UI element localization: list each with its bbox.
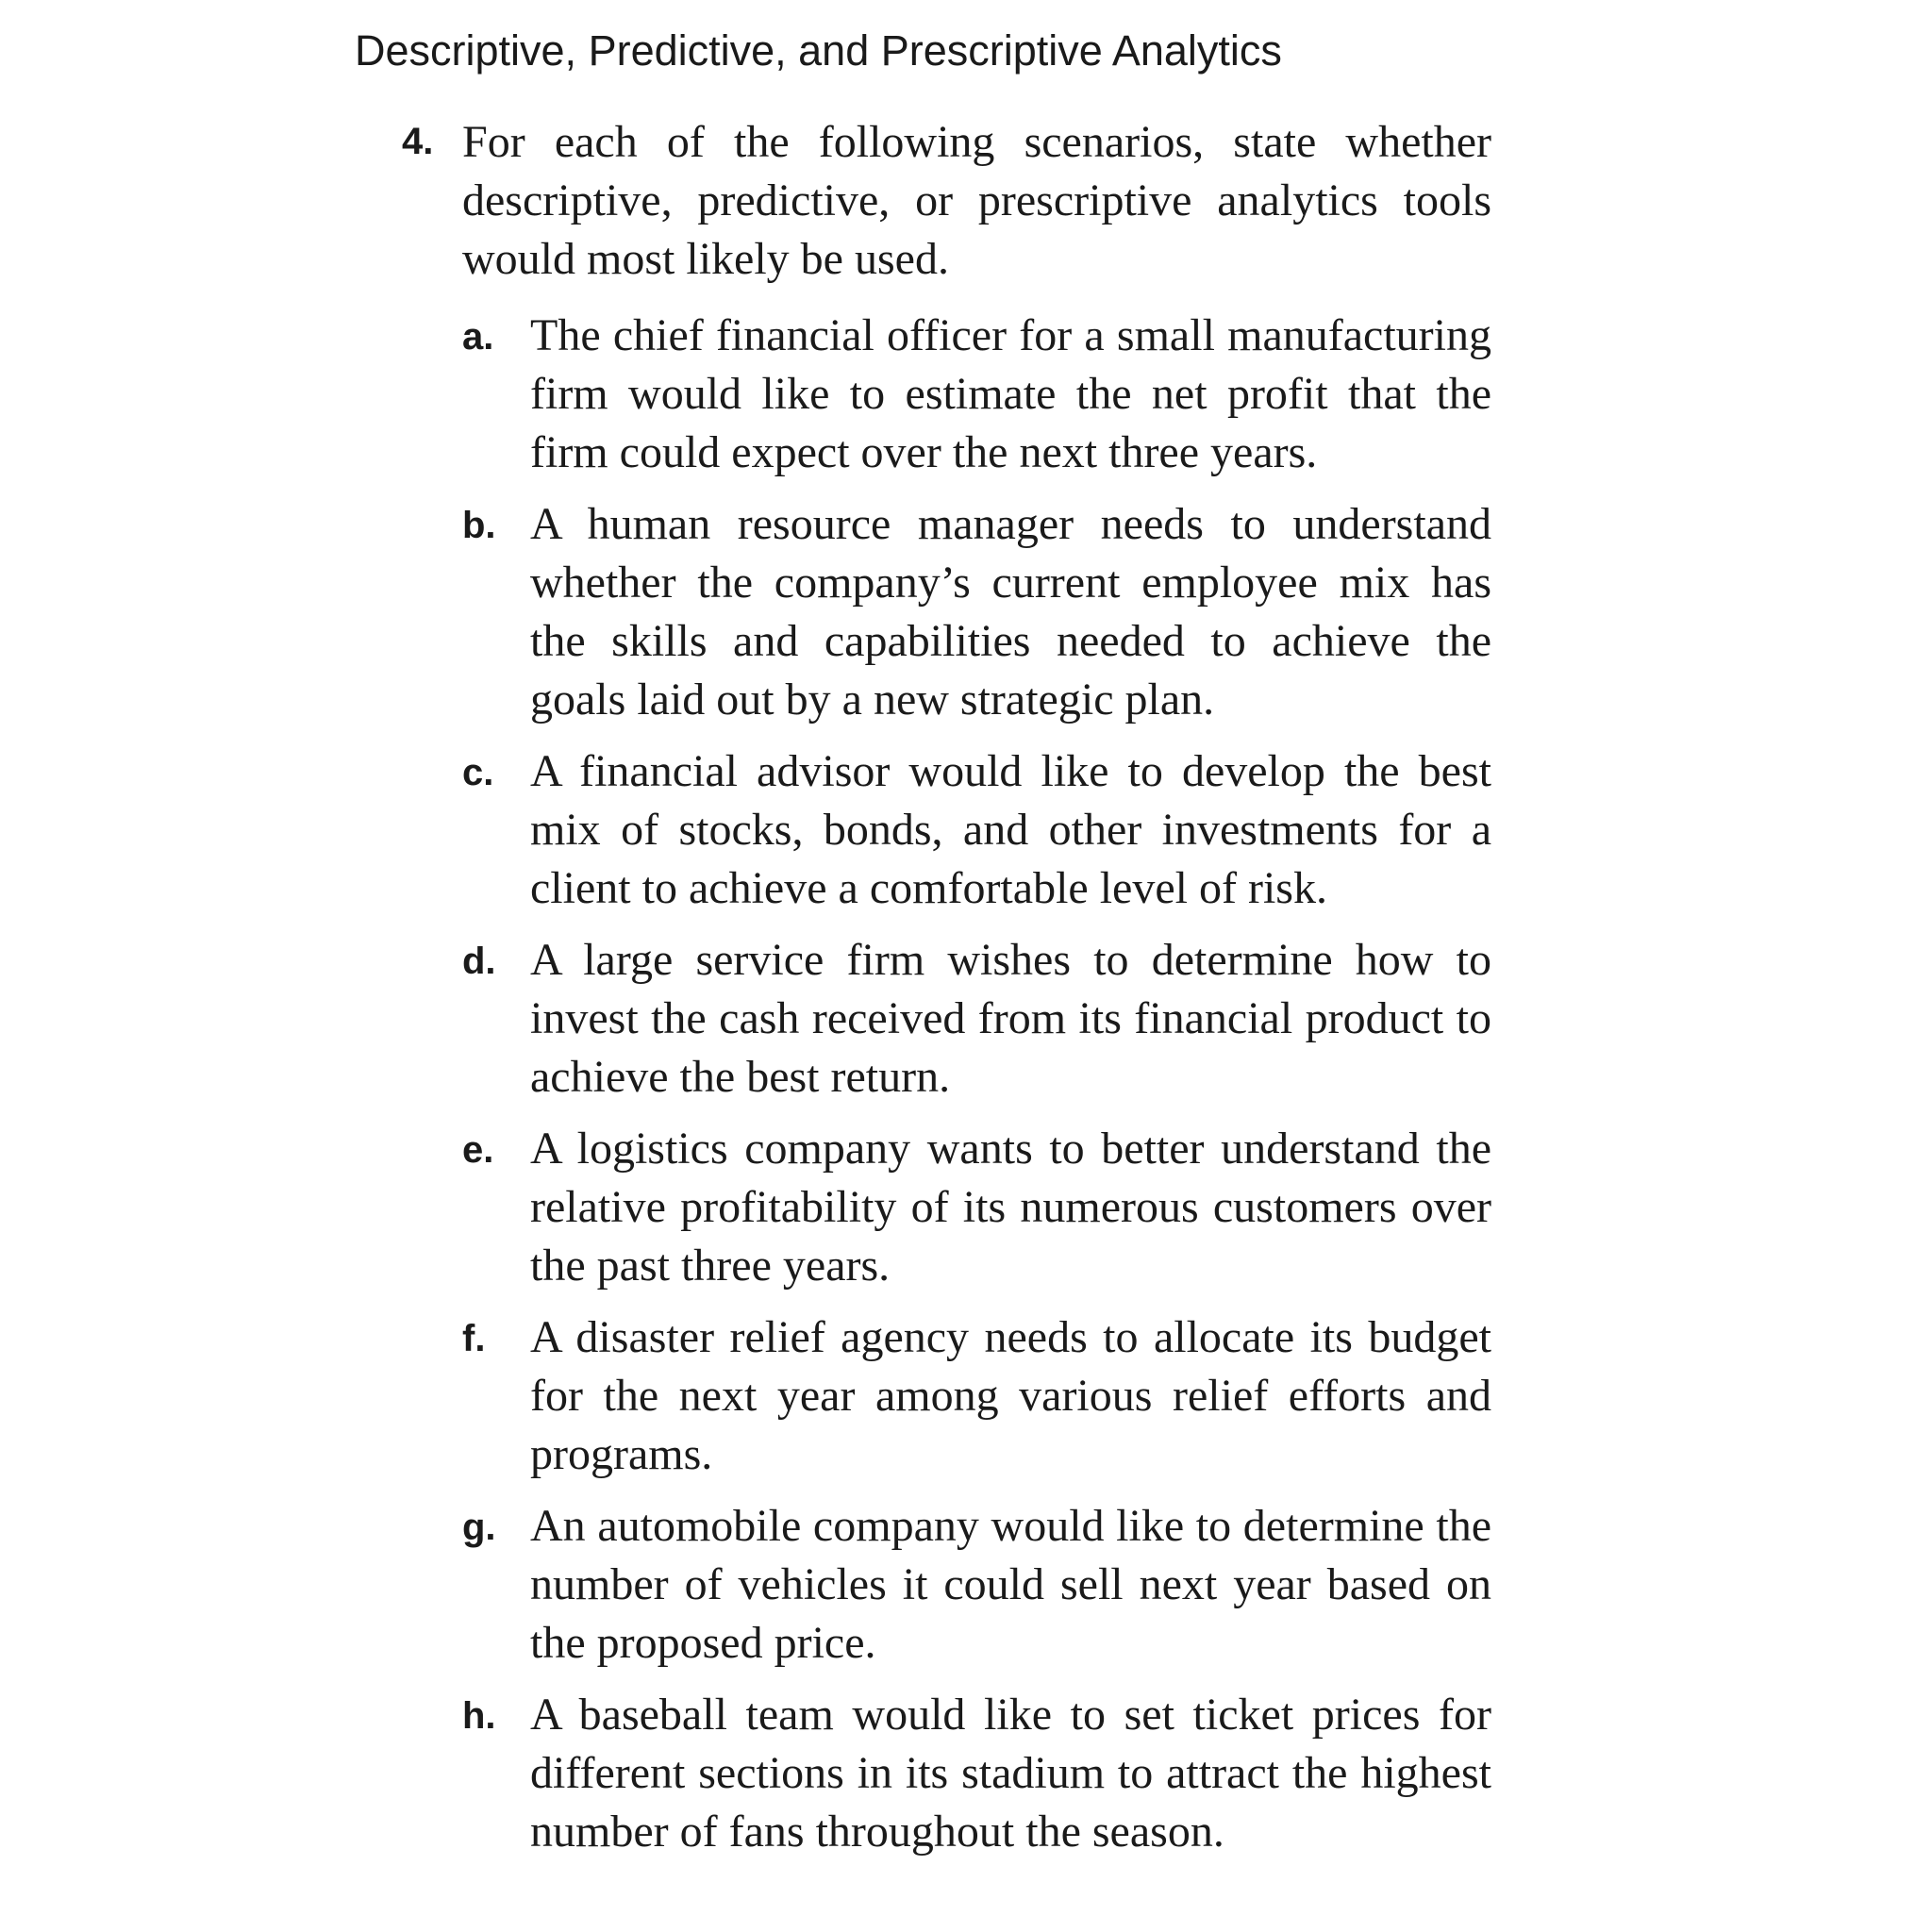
item-text: The chief financial officer for a small manufacturing firm would like to estimate the net profit that the firm could expect over the next three years. xyxy=(530,310,1491,477)
problem-statement xyxy=(402,113,1491,289)
problem-text: For each of the following scenarios, state whether descriptive, predictive, or prescriptive analytics tools would most likely be used. xyxy=(462,117,1491,284)
list-item xyxy=(462,495,1491,729)
list-item xyxy=(462,931,1491,1107)
list-item xyxy=(462,1686,1491,1861)
section-title: Descriptive, Predictive, and Prescriptive Analytics xyxy=(355,26,1282,75)
list-item xyxy=(462,1120,1491,1295)
scenario-list xyxy=(462,307,1491,1874)
item-letter: a. xyxy=(462,316,494,358)
list-item xyxy=(462,742,1491,918)
list-item xyxy=(462,1308,1491,1484)
item-text: A financial advisor would like to develop the best mix of stocks, bonds, and other investments for a client to achieve a comfortable level of risk. xyxy=(530,746,1491,913)
list-item xyxy=(462,307,1491,482)
item-letter: f. xyxy=(462,1318,486,1359)
item-text: A human resource manager needs to understand whether the company’s current employee mix has the skills and capabilities needed to achieve the goals laid out by a new strategic plan. xyxy=(530,499,1491,724)
item-text: A baseball team would like to set ticket prices for different sections in its stadium to attract the highest number of fans throughout the season. xyxy=(530,1690,1491,1857)
item-letter: d. xyxy=(462,941,496,982)
item-text: A disaster relief agency needs to allocate its budget for the next year among various relief efforts and programs. xyxy=(530,1312,1491,1479)
item-letter: g. xyxy=(462,1507,496,1548)
item-letter: e. xyxy=(462,1129,494,1171)
list-item xyxy=(462,1497,1491,1673)
item-text: A logistics company wants to better understand the relative profitability of its numerous customers over the past three years. xyxy=(530,1124,1491,1291)
item-text: An automobile company would like to determine the number of vehicles it could sell next year based on the proposed price. xyxy=(530,1501,1491,1668)
item-letter: h. xyxy=(462,1695,496,1737)
item-text: A large service firm wishes to determine how to invest the cash received from its financial product to achieve the best return. xyxy=(530,935,1491,1102)
item-letter: c. xyxy=(462,752,494,793)
item-letter: b. xyxy=(462,505,496,546)
problem-number: 4. xyxy=(402,121,434,162)
